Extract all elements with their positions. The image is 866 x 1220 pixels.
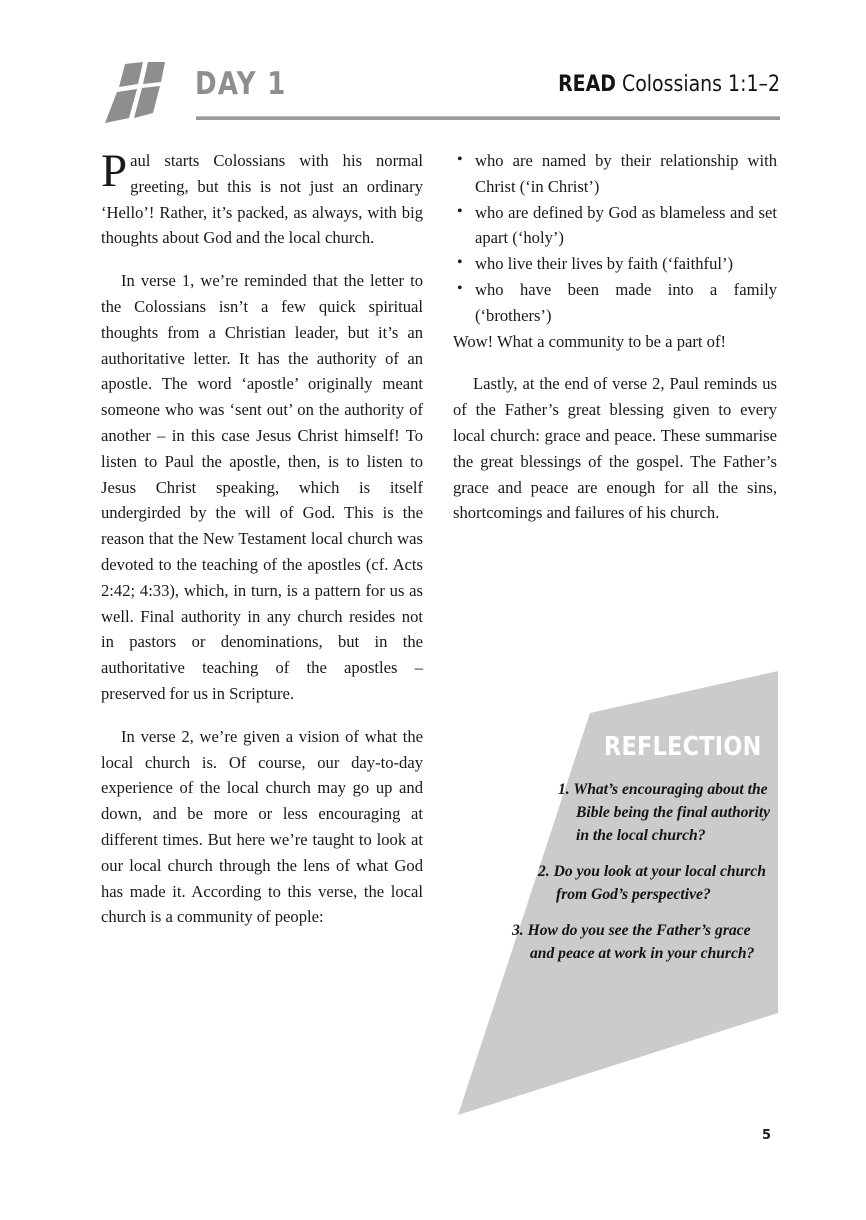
list-item (453, 148, 777, 200)
reflection-panel (450, 660, 790, 1130)
day-title: DAY 1 (195, 66, 287, 102)
reflection-question-text: What’s encouraging about the Bible being the final authority in the local church? (573, 781, 771, 844)
bullet-icon: • (457, 279, 463, 297)
read-reference (558, 72, 780, 97)
list-item (453, 277, 777, 329)
reflection-question-number: 2. (538, 863, 550, 880)
reflection-question-text: How do you see the Father’s grace and peace at work in your church? (527, 922, 755, 962)
reflection-question-number: 3. (512, 922, 524, 939)
paragraph-wow: Wow! What a community to be a part of! (453, 331, 726, 351)
list-item-text: who are defined by God as blameless and set apart (‘holy’) (475, 202, 777, 248)
left-text-column (101, 145, 423, 930)
header-divider (196, 116, 780, 120)
list-item-text: who have been made into a family (‘brothers’) (475, 279, 777, 325)
scripture-reference: Colossians 1:1–2 (622, 72, 780, 97)
angled-cross-flag-logo-icon (103, 62, 175, 124)
paragraph-verse-2: In verse 2, we’re given a vision of what the local church is. Of course, our day-to-day experience of the local church may go up and down, and be more or less encouraging at different times. But here we’re taught to look at our local church through the lens of what God has made it. According to this verse, the local church is a community of people: (101, 726, 423, 927)
reflection-heading: REFLECTION (604, 732, 762, 762)
list-item (453, 200, 777, 252)
reflection-question-text: Do you look at your local church from God’s perspective? (553, 863, 766, 903)
bullet-icon: • (457, 254, 463, 272)
list-item (453, 251, 777, 277)
community-bullet-list (453, 148, 777, 329)
paragraph-text: aul starts Colossians with his normal greeting, but this is not just an ordinary ‘Hello’! Rather, it’s packed, as always, with big thoughts about God and the local church. (101, 151, 423, 248)
reflection-content (450, 660, 790, 1130)
reflection-question (450, 919, 790, 965)
read-label: READ (558, 72, 616, 97)
list-item-text: who live their lives by faith (‘faithful’) (475, 254, 734, 274)
reflection-question-number: 1. (558, 781, 570, 798)
reflection-question-list (450, 778, 790, 978)
page-header (103, 58, 780, 122)
right-text-column (453, 148, 777, 526)
bullet-icon: • (457, 151, 463, 168)
reflection-question (450, 778, 790, 847)
bullet-icon: • (457, 202, 463, 220)
paragraph-lastly: Lastly, at the end of verse 2, Paul reminds us of the Father’s great blessing given to every local church: grace and peace. These summarise the great blessings of the gospel. The Father’s grace and peace are enough for all the sins, shortcomings and failures of his church. (453, 374, 777, 523)
list-item-text: who are named by their relationship with Christ (‘in Christ’) (475, 151, 777, 196)
reflection-question (450, 860, 790, 906)
paragraph-opening (101, 145, 423, 251)
paragraph-verse-1: In verse 1, we’re reminded that the letter to the Colossians isn’t a few quick spiritual thoughts from a Christian leader, but it’s an authoritative letter. It has the authority of an apostle. The word ‘apostle’ originally meant someone who was ‘sent out’ on the authority of another – in this case Jesus Christ himself! To listen to Paul the apostle, then, is to listen to Jesus Christ speaking, which is itself undergirded by the will of God. This is the reason that the New Testament local church was devoted to the teaching of the apostles (cf. Acts 2:42; 4:33), which, in turn, is a pattern for us as well. Final authority in any church resides not in pastors or denominations, but in the authoritative teaching of the apostles – preserved for us in Scripture. (101, 271, 423, 703)
drop-cap: P (101, 145, 128, 197)
page-number: 5 (762, 1128, 772, 1143)
